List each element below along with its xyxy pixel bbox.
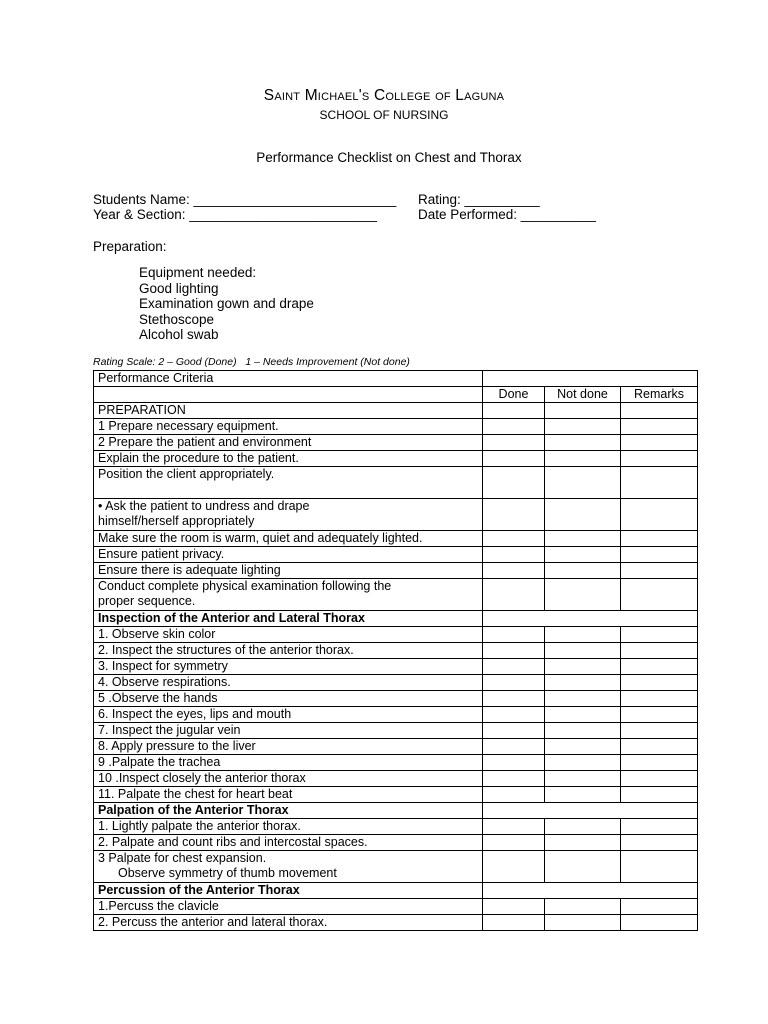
remarks-cell[interactable] — [621, 531, 698, 547]
done-cell[interactable] — [483, 547, 545, 563]
done-cell[interactable] — [483, 723, 545, 739]
criteria-cell: 2. Palpate and count ribs and intercostal spaces. — [94, 835, 483, 851]
criteria-cell: 1 Prepare necessary equipment. — [94, 419, 483, 435]
table-row — [94, 531, 698, 547]
table-row — [94, 659, 698, 675]
table-row — [94, 499, 698, 531]
remarks-cell[interactable] — [621, 707, 698, 723]
table-row — [94, 787, 698, 803]
remarks-cell[interactable] — [621, 579, 698, 611]
not-done-cell[interactable] — [545, 435, 621, 451]
criteria-cell: 10 .Inspect closely the anterior thorax — [94, 771, 483, 787]
criteria-cell: Percussion of the Anterior Thorax — [94, 883, 483, 899]
performance-table — [93, 370, 698, 931]
table-row — [94, 739, 698, 755]
table-row — [94, 675, 698, 691]
not-done-cell[interactable] — [545, 755, 621, 771]
done-cell[interactable] — [483, 435, 545, 451]
criteria-cell: 1. Observe skin color — [94, 627, 483, 643]
remarks-cell[interactable] — [621, 771, 698, 787]
remarks-cell[interactable] — [621, 403, 698, 419]
equipment-item: Stethoscope — [139, 311, 215, 327]
equipment-item: Good lighting — [139, 280, 219, 296]
criteria-subtext: Observe symmetry of thumb movement — [118, 866, 337, 880]
remarks-cell[interactable] — [621, 563, 698, 579]
not-done-cell[interactable] — [545, 499, 621, 531]
document-title: Performance Checklist on Chest and Thorax — [256, 150, 522, 165]
done-cell[interactable] — [483, 899, 545, 915]
criteria-cell: Ensure there is adequate lighting — [94, 563, 483, 579]
done-cell[interactable] — [483, 755, 545, 771]
table-row — [94, 451, 698, 467]
equipment-item: Equipment needed: — [139, 265, 257, 280]
criteria-cell: Ensure patient privacy. — [94, 547, 483, 563]
criteria-cell: 7. Inspect the jugular vein — [94, 723, 483, 739]
table-row — [94, 547, 698, 563]
remarks-cell[interactable] — [621, 643, 698, 659]
criteria-cell: Make sure the room is warm, quiet and adequately lighted. — [94, 531, 483, 547]
table-row — [94, 819, 698, 835]
remarks-cell[interactable] — [621, 627, 698, 643]
table-row — [94, 899, 698, 915]
done-cell[interactable] — [483, 707, 545, 723]
not-done-column-header: Not done — [545, 387, 621, 403]
done-cell[interactable] — [483, 739, 545, 755]
done-cell[interactable] — [483, 819, 545, 835]
remarks-cell[interactable] — [621, 675, 698, 691]
table-row — [94, 755, 698, 771]
section-header-row — [94, 883, 698, 899]
criteria-cell: Position the client appropriately. — [94, 467, 483, 499]
criteria-cell: Explain the procedure to the patient. — [94, 451, 483, 467]
table-row — [94, 643, 698, 659]
criteria-cell: 4. Observe respirations. — [94, 675, 483, 691]
done-column-header: Done — [483, 387, 545, 403]
criteria-cell: 3. Inspect for symmetry — [94, 659, 483, 675]
college-name: Saint Michael's College of Laguna — [263, 87, 505, 104]
criteria-cell: 5 .Observe the hands — [94, 691, 483, 707]
section-spacer-cell — [483, 611, 698, 627]
criteria-cell: 9 .Palpate the trachea — [94, 755, 483, 771]
done-cell[interactable] — [483, 691, 545, 707]
remarks-cell[interactable] — [621, 547, 698, 563]
done-cell[interactable] — [483, 563, 545, 579]
remarks-cell[interactable] — [621, 499, 698, 531]
not-done-cell[interactable] — [545, 419, 621, 435]
done-cell[interactable] — [483, 835, 545, 851]
not-done-cell[interactable] — [545, 579, 621, 611]
remarks-cell[interactable] — [621, 691, 698, 707]
not-done-cell[interactable] — [545, 531, 621, 547]
done-cell[interactable] — [483, 643, 545, 659]
remarks-cell[interactable] — [621, 419, 698, 435]
remarks-cell[interactable] — [621, 835, 698, 851]
criteria-cell: 6. Inspect the eyes, lips and mouth — [94, 707, 483, 723]
not-done-cell[interactable] — [545, 563, 621, 579]
table-row — [94, 627, 698, 643]
criteria-cell: 1. Lightly palpate the anterior thorax. — [94, 819, 483, 835]
criteria-cell: Conduct complete physical examination following the proper sequence. — [94, 579, 483, 611]
done-cell[interactable] — [483, 579, 545, 611]
not-done-cell[interactable] — [545, 643, 621, 659]
section-header-row — [94, 803, 698, 819]
done-cell[interactable] — [483, 675, 545, 691]
done-cell[interactable] — [483, 403, 545, 419]
criteria-cell: PREPARATION — [94, 403, 483, 419]
school-name: SCHOOL OF NURSING — [319, 108, 449, 122]
done-cell[interactable] — [483, 851, 545, 883]
not-done-cell[interactable] — [545, 835, 621, 851]
criteria-cell — [94, 851, 483, 883]
section-spacer-cell — [483, 803, 698, 819]
not-done-cell[interactable] — [545, 787, 621, 803]
criteria-cell: 2. Inspect the structures of the anterior thorax. — [94, 643, 483, 659]
remarks-cell[interactable] — [621, 899, 698, 915]
not-done-cell[interactable] — [545, 547, 621, 563]
remarks-cell[interactable] — [621, 723, 698, 739]
not-done-cell[interactable] — [545, 739, 621, 755]
criteria-cell: 11. Palpate the chest for heart beat — [94, 787, 483, 803]
not-done-cell[interactable] — [545, 691, 621, 707]
table-row — [94, 467, 698, 499]
table-row — [94, 691, 698, 707]
table-row — [94, 835, 698, 851]
done-cell[interactable] — [483, 659, 545, 675]
criteria-cell: • Ask the patient to undress and drape himself/herself appropriately — [94, 499, 483, 531]
not-done-cell[interactable] — [545, 467, 621, 499]
not-done-cell[interactable] — [545, 707, 621, 723]
table-row — [94, 403, 698, 419]
criteria-cell: Inspection of the Anterior and Lateral Thorax — [94, 611, 483, 627]
section-header-row — [94, 611, 698, 627]
student-name-field[interactable]: Students Name: ___________________________ — [93, 192, 397, 207]
remarks-cell[interactable] — [621, 467, 698, 499]
rating-field[interactable]: Rating: __________ — [418, 192, 540, 207]
remarks-cell[interactable] — [621, 755, 698, 771]
not-done-cell[interactable] — [545, 899, 621, 915]
remarks-cell[interactable] — [621, 819, 698, 835]
criteria-cell: 2. Percuss the anterior and lateral thorax. — [94, 915, 483, 931]
table-row — [94, 563, 698, 579]
table-row — [94, 771, 698, 787]
criteria-cell: Palpation of the Anterior Thorax — [94, 803, 483, 819]
equipment-item: Alcohol swab — [139, 327, 219, 343]
section-spacer-cell — [483, 883, 698, 899]
not-done-cell[interactable] — [545, 723, 621, 739]
rating-scale: Rating Scale: 2 – Good (Done) 1 – Needs Improvement (Not done) — [93, 356, 410, 368]
not-done-cell[interactable] — [545, 771, 621, 787]
table-row — [94, 435, 698, 451]
done-cell[interactable] — [483, 531, 545, 547]
year-section-field[interactable]: Year & Section: _________________________ — [93, 207, 378, 222]
table-row — [94, 723, 698, 739]
criteria-cell: 8. Apply pressure to the liver — [94, 739, 483, 755]
remarks-cell[interactable] — [621, 435, 698, 451]
done-cell[interactable] — [483, 771, 545, 787]
remarks-cell[interactable] — [621, 739, 698, 755]
remarks-column-header: Remarks — [621, 387, 698, 403]
remarks-cell[interactable] — [621, 659, 698, 675]
done-cell[interactable] — [483, 467, 545, 499]
not-done-cell[interactable] — [545, 403, 621, 419]
equipment-list — [139, 265, 314, 343]
done-cell[interactable] — [483, 787, 545, 803]
table-row — [94, 419, 698, 435]
not-done-cell[interactable] — [545, 851, 621, 883]
not-done-cell[interactable] — [545, 659, 621, 675]
criteria-cell: 1.Percuss the clavicle — [94, 899, 483, 915]
date-performed-field[interactable]: Date Performed: __________ — [418, 207, 596, 222]
table-row — [94, 851, 698, 883]
not-done-cell[interactable] — [545, 819, 621, 835]
not-done-cell[interactable] — [545, 675, 621, 691]
criteria-cell: 2 Prepare the patient and environment — [94, 435, 483, 451]
done-cell[interactable] — [483, 451, 545, 467]
remarks-cell[interactable] — [621, 451, 698, 467]
done-cell[interactable] — [483, 915, 545, 931]
not-done-cell[interactable] — [545, 451, 621, 467]
criteria-text: 3 Palpate for chest expansion. — [98, 851, 267, 865]
remarks-cell[interactable] — [621, 787, 698, 803]
table-row — [94, 915, 698, 931]
remarks-cell[interactable] — [621, 915, 698, 931]
remarks-cell[interactable] — [621, 851, 698, 883]
done-cell[interactable] — [483, 419, 545, 435]
not-done-cell[interactable] — [545, 915, 621, 931]
table-row — [94, 707, 698, 723]
not-done-cell[interactable] — [545, 627, 621, 643]
equipment-item: Examination gown and drape — [139, 296, 314, 312]
table-row — [94, 579, 698, 611]
criteria-header: Performance Criteria — [94, 371, 483, 387]
done-cell[interactable] — [483, 627, 545, 643]
preparation-label: Preparation: — [93, 239, 167, 254]
done-cell[interactable] — [483, 499, 545, 531]
